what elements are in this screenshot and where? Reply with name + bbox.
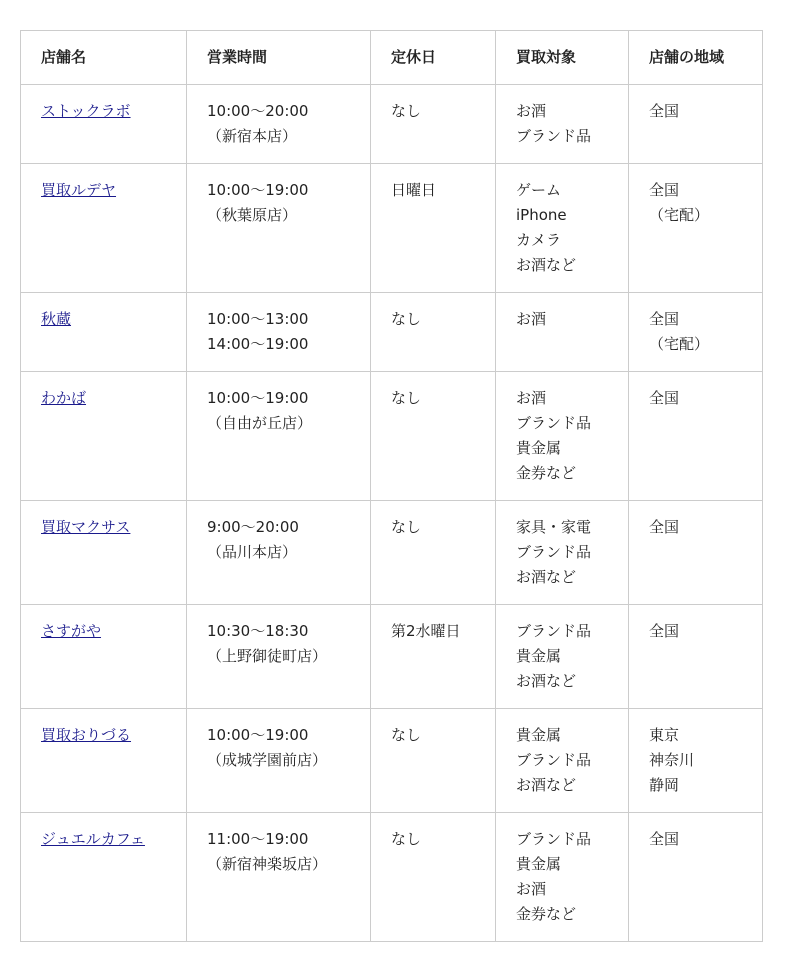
purchase-item: iPhone [516,206,567,224]
purchase-item: ゲーム [516,181,562,199]
purchase-item: ブランド品 [516,543,592,561]
area-line: 全国 [649,389,680,407]
purchase-item: ブランド品 [516,127,592,145]
purchase-item: お酒など [516,672,577,690]
purchase-item: お酒など [516,568,577,586]
purchase-item: お酒など [516,256,577,274]
purchase-item: お酒など [516,776,577,794]
area-line: 静岡 [649,776,680,794]
shop-name-cell [21,164,187,293]
area-line: 全国 [649,830,680,848]
area-line: 神奈川 [649,751,695,769]
business-hours-line: 11:00〜19:00 [207,830,309,848]
business-hours-line: （上野御徒町店） [207,647,328,665]
closed-day-cell: なし [371,293,496,372]
table-row [21,164,763,293]
shop-name-cell [21,709,187,813]
business-hours-line: 10:00〜19:00 [207,389,309,407]
shop-name-cell [21,605,187,709]
closed-day-cell: なし [371,85,496,164]
business-hours-cell [187,605,371,709]
area-cell [629,372,763,501]
business-hours-cell [187,709,371,813]
area-cell [629,813,763,942]
area-line: 東京 [649,726,680,744]
business-hours-line: （品川本店） [207,543,298,561]
shop-name-cell [21,501,187,605]
header-shop-name: 店舗名 [21,31,187,85]
closed-day-cell: 日曜日 [371,164,496,293]
purchase-item: お酒 [516,310,547,328]
business-hours-line: （秋葉原店） [207,206,298,224]
shop-name-link[interactable]: ストックラボ [41,102,131,120]
table-header [21,31,763,85]
business-hours-line: 10:00〜19:00 [207,726,309,744]
table-body [21,85,763,942]
header-area: 店舗の地域 [629,31,763,85]
area-line: 全国 [649,181,680,199]
purchase-item: カメラ [516,231,562,249]
table-row [21,605,763,709]
area-line: （宅配） [649,335,710,353]
area-line: 全国 [649,518,680,536]
area-line: 全国 [649,622,680,640]
header-row [21,31,763,85]
purchase-item: お酒 [516,102,547,120]
area-line: 全国 [649,310,680,328]
business-hours-cell [187,293,371,372]
area-cell [629,293,763,372]
shop-comparison-table [20,30,763,942]
purchase-items-cell [496,605,629,709]
shop-name-cell [21,813,187,942]
purchase-items-cell [496,372,629,501]
table-row [21,372,763,501]
header-hours: 営業時間 [187,31,371,85]
business-hours-cell [187,164,371,293]
shop-name-link[interactable]: ジュエルカフェ [41,830,145,848]
business-hours-line: 10:00〜19:00 [207,181,309,199]
area-line: 全国 [649,102,680,120]
closed-day-cell: なし [371,501,496,605]
closed-day-cell: なし [371,813,496,942]
shop-name-link[interactable]: 買取おりづる [41,726,132,744]
header-purchase-items: 買取対象 [496,31,629,85]
shop-name-cell [21,85,187,164]
purchase-item: 金券など [516,464,577,482]
purchase-item: お酒 [516,880,547,898]
purchase-item: ブランド品 [516,622,592,640]
header-closed-day: 定休日 [371,31,496,85]
closed-day-cell: 第2水曜日 [371,605,496,709]
area-line: （宅配） [649,206,710,224]
business-hours-line: （新宿神楽坂店） [207,855,328,873]
purchase-item: ブランド品 [516,414,592,432]
business-hours-cell [187,813,371,942]
business-hours-line: （自由が丘店） [207,414,313,432]
shop-name-cell [21,293,187,372]
shop-name-link[interactable]: わかば [41,389,87,407]
purchase-items-cell [496,709,629,813]
business-hours-line: 10:00〜13:00 [207,310,309,328]
business-hours-line: 10:30〜18:30 [207,622,309,640]
table-row [21,813,763,942]
business-hours-line: （成城学園前店） [207,751,328,769]
purchase-item: 金券など [516,905,577,923]
purchase-item: 貴金属 [516,726,562,744]
shop-comparison-table-wrapper [20,30,763,942]
purchase-items-cell [496,813,629,942]
purchase-item: ブランド品 [516,830,592,848]
table-row [21,293,763,372]
shop-name-link[interactable]: さすがや [41,622,102,640]
business-hours-cell [187,85,371,164]
purchase-items-cell [496,164,629,293]
area-cell [629,501,763,605]
shop-name-link[interactable]: 秋蔵 [41,310,72,328]
table-row [21,501,763,605]
purchase-item: 貴金属 [516,855,562,873]
purchase-item: 貴金属 [516,439,562,457]
purchase-item: 家具・家電 [516,518,592,536]
business-hours-cell [187,372,371,501]
purchase-item: お酒 [516,389,547,407]
purchase-item: 貴金属 [516,647,562,665]
area-cell [629,605,763,709]
table-row [21,85,763,164]
shop-name-cell [21,372,187,501]
purchase-items-cell [496,293,629,372]
business-hours-line: 14:00〜19:00 [207,335,309,353]
table-row [21,709,763,813]
area-cell [629,709,763,813]
purchase-items-cell [496,85,629,164]
shop-name-link[interactable]: 買取ルデヤ [41,181,117,199]
business-hours-line: 10:00〜20:00 [207,102,309,120]
purchase-item: ブランド品 [516,751,592,769]
area-cell [629,164,763,293]
closed-day-cell: なし [371,372,496,501]
business-hours-line: 9:00〜20:00 [207,518,299,536]
closed-day-cell: なし [371,709,496,813]
business-hours-cell [187,501,371,605]
purchase-items-cell [496,501,629,605]
business-hours-line: （新宿本店） [207,127,298,145]
shop-name-link[interactable]: 買取マクサス [41,518,131,536]
area-cell [629,85,763,164]
